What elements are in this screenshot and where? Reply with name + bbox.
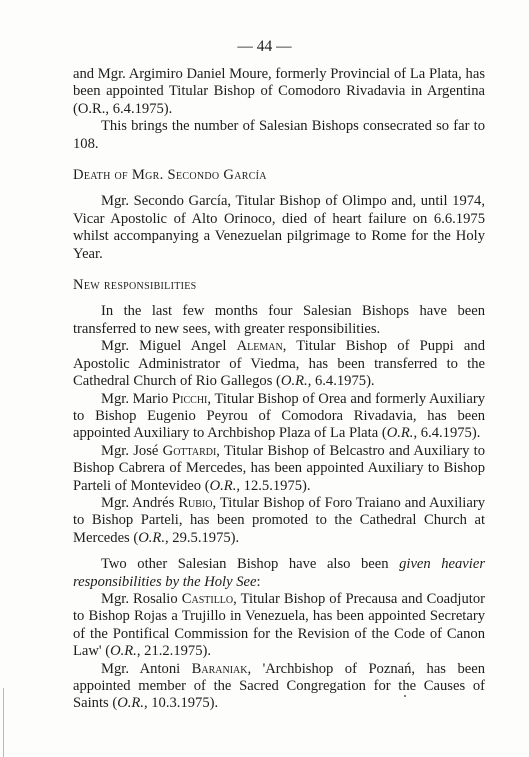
text-segment: , 6.4.1975). xyxy=(413,425,481,442)
text-segment: , Titular Bishop of Precausa and Coadjutor to Bishop Rojas a Trujillo in Venezuela, has been appointed Secretary of the Pontifical Commission for the Revision of the Code of Canon Law' ( xyxy=(73,590,485,660)
scan-edge-line xyxy=(3,688,4,757)
section-heading-responsibilities: New responsibilities xyxy=(73,277,197,294)
text-segment: Mgr. Mario xyxy=(101,390,173,407)
text-segment: , 6.4.1975). xyxy=(307,373,375,390)
citation-source: O.R. xyxy=(138,529,165,546)
paragraph-picchi xyxy=(73,391,485,443)
scan-speck xyxy=(404,695,406,697)
text-segment: Mgr. Antoni xyxy=(101,660,192,677)
intro-paragraph-2: This brings the number of Salesian Bishops consecrated so far to 108. xyxy=(73,118,485,152)
bishop-name: Aleman xyxy=(236,338,283,355)
citation-source: O.R. xyxy=(209,477,237,494)
text-segment: Mgr. José xyxy=(101,442,163,459)
responsibilities-intro: In the last few months four Salesian Bishops have been transferred to new sees, with greater responsibilities. xyxy=(73,303,485,337)
text-segment: : xyxy=(256,573,261,590)
page-number: — 44 — xyxy=(237,38,292,55)
text-segment: , Titular Bishop of Belcastro and Auxiliary to Bishop Cabrera of Mercedes, has been appointed Auxiliary to Bishop Parteli of Montevideo ( xyxy=(73,442,485,494)
intro-paragraph-1: and Mgr. Argimiro Daniel Moure, formerly Provincial of La Plata, has been appointed Titular Bishop of Comodoro Rivadavia in Argentina (O.R., 6.4.1975). xyxy=(73,66,485,117)
text-segment: , Titular Bishop of Orea and formerly Auxiliary to Bishop Eugenio Peyrou of Comodora Rivadavia, has been appointed Auxiliary to Archbishop Plaza of La Plata ( xyxy=(73,390,485,442)
death-paragraph: Mgr. Secondo García, Titular Bishop of Olimpo and, until 1974, Vicar Apostolic of Alto Orinoco, died of heart failure on 6.6.1975 whilst accompanying a Venezuelan pilgrimage to Rome for the Holy Year. xyxy=(73,193,485,262)
bishop-name: Baraniak xyxy=(191,660,248,677)
citation-source: O.R. xyxy=(280,373,308,390)
text-segment: Mgr. Rosalio xyxy=(101,590,182,607)
text-segment: , 'Archbishop of Poznań, has been appointed member of the Sacred Congregation for the Causes of Saints ( xyxy=(73,660,485,712)
paragraph-castillo xyxy=(73,591,485,661)
text-segment: , Titular Bishop of Foro Traiano and Auxiliary to Bishop Parteli, has been promoted to the Cathedral Church at Mercedes ( xyxy=(73,494,485,546)
citation-source: O.R. xyxy=(110,643,137,660)
text-segment: Mgr. Miguel Angel xyxy=(101,338,237,355)
paragraph-aleman xyxy=(73,338,485,390)
text-segment: , 10.3.1975). xyxy=(143,695,219,712)
bishop-name: Rubio xyxy=(178,494,213,511)
paragraph-rubio xyxy=(73,495,485,547)
paragraph-heavier-responsibilities xyxy=(73,556,485,591)
text-segment: Two other Salesian Bishop have also been xyxy=(101,556,400,573)
bishop-name: Castillo xyxy=(181,590,234,607)
citation-source: O.R. xyxy=(386,425,414,442)
bishop-name: Gottardi xyxy=(162,442,217,459)
emphasis-text: given heavier responsibilities by the Holy See xyxy=(73,556,485,590)
text-segment: , Titular Bishop of Puppi and Apostolic Administrator of Viedma, has been transferred to the Cathedral Church of Rio Gallegos ( xyxy=(73,338,485,390)
page-body xyxy=(73,66,485,713)
text-segment: , 21.2.1975). xyxy=(136,643,212,660)
paragraph-gottardi xyxy=(73,443,485,495)
paragraph-baraniak xyxy=(73,661,485,713)
bishop-name: Picchi xyxy=(172,390,208,407)
text-segment: , 29.5.1975). xyxy=(165,529,240,546)
text-segment: , 12.5.1975). xyxy=(236,477,311,494)
citation-source: O.R. xyxy=(117,695,144,712)
section-heading-death: Death of Mgr. Secondo García xyxy=(73,167,267,184)
text-segment: Mgr. Andrés xyxy=(101,494,179,511)
